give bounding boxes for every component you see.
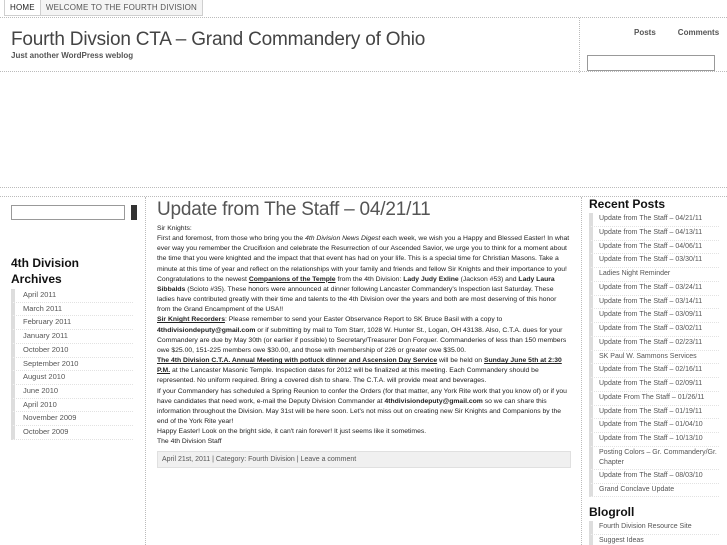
recent-post-link[interactable]: Update from The Staff – 04/06/11 — [589, 241, 719, 255]
header-band — [0, 187, 727, 197]
main-content — [157, 197, 571, 468]
category-link[interactable]: Fourth Division — [248, 456, 295, 464]
archive-link[interactable]: October 2009 — [11, 426, 133, 440]
leave-comment-link[interactable]: Leave a comment — [300, 456, 357, 464]
recent-post-link[interactable]: SK Paul W. Sammons Services — [589, 351, 719, 365]
post-body — [157, 224, 571, 447]
archive-link[interactable]: April 2010 — [11, 399, 133, 413]
email-link[interactable]: 4thdivisiondeputy@gmail.com — [384, 397, 483, 405]
archive-link[interactable]: October 2010 — [11, 344, 133, 358]
recent-post-link[interactable]: Update from The Staff – 03/24/11 — [589, 282, 719, 296]
blogroll-link[interactable]: Fourth Division Resource Site — [589, 521, 719, 535]
site-title[interactable]: Fourth Divsion CTA – Grand Commandery of Ohio — [11, 29, 426, 50]
archive-link[interactable]: February 2011 — [11, 316, 133, 330]
header-divider — [579, 18, 580, 73]
archive-link[interactable]: June 2010 — [11, 385, 133, 399]
content-divider — [581, 197, 582, 545]
post-signature: The 4th Division Staff — [157, 438, 222, 446]
recent-post-link[interactable]: Grand Conclave Update — [589, 484, 719, 498]
recent-post-link[interactable]: Update from The Staff – 02/09/11 — [589, 378, 719, 392]
post-paragraph: Sir Knight Recorders: Please remember to send your Easter Observance Report to SK Bruce Basil with a copy to 4thdivisiondeputy@gmail.com or if submitting by mail to Tom Starr, 1028 W. Hunter St., Logan, OH 43138. Also, C.T.A. dues for your Commandery are due by May 30th (or earlier if possible) to Secretary/Treasurer Don Forquer. Commanderies of less than 150 members owe $25.00, 151-225 members owe $30.00, and those with membership of 226 or greater owe $35.00. — [157, 316, 567, 354]
top-nav — [4, 0, 203, 16]
recent-post-link[interactable]: Update from The Staff – 04/13/11 — [589, 227, 719, 241]
blogroll-link[interactable]: Suggest Ideas — [589, 535, 719, 545]
recent-post-link[interactable]: Update from The Staff – 08/03/10 — [589, 470, 719, 484]
email-link[interactable]: 4thdivisiondeputy@gmail.com — [157, 326, 256, 334]
comments-feed-link[interactable]: Comments — [677, 28, 720, 37]
recent-post-link[interactable]: Update from The Staff – 02/23/11 — [589, 337, 719, 351]
recent-post-link[interactable]: Update from The Staff – 03/30/11 — [589, 254, 719, 268]
post-paragraph: If your Commandery has scheduled a Spring Reunion to confer the Orders (for that matter, any York Rite work that you know of) or if you have candidates that need work, e-mail the Deputy Division Commander at 4thdivisiondeputy@gmail.com so we can share this information throughout the Division. May 31st will be here soon. Let's not miss out on creating new Sir Knights and Companions by the end of the York Rite year! — [157, 387, 567, 425]
recent-post-link[interactable]: Update from The Staff – 03/14/11 — [589, 296, 719, 310]
header-search-input[interactable] — [587, 55, 715, 71]
archive-link[interactable]: January 2011 — [11, 330, 133, 344]
feed-links — [634, 28, 719, 37]
recent-post-link[interactable]: Update from The Staff – 03/02/11 — [589, 323, 719, 337]
blogroll-list — [589, 521, 719, 545]
archives-list — [11, 289, 133, 440]
recent-post-link[interactable]: Update from The Staff – 01/04/10 — [589, 419, 719, 433]
post-greeting: Sir Knights: — [157, 225, 192, 232]
recent-posts-list — [589, 213, 719, 497]
nav-welcome[interactable]: WELCOME TO THE FOURTH DIVISION — [41, 0, 202, 15]
blogroll-title: Blogroll — [589, 505, 635, 520]
nav-home[interactable]: HOME — [5, 0, 41, 15]
post-title[interactable]: Update from The Staff – 04/21/11 — [157, 199, 431, 220]
recent-post-link[interactable]: Update from The Staff – 10/13/10 — [589, 433, 719, 447]
post-meta: April 21st, 2011 | Category: Fourth Division | Leave a comment — [157, 451, 571, 468]
recent-post-link[interactable]: Update from The Staff – 03/09/11 — [589, 309, 719, 323]
sidebar-search-input[interactable] — [11, 205, 125, 220]
post-paragraph: First and foremost, from those who bring you the 4th Division News Digest each week, we wish you a Happy and Blessed Easter! In what ever way you remember the Crucifixion and celebrate the Resurrection of our Ascended Savior, we urge you to think for a moment about the time that you were knighted and the impact that that event has had on your life. This is a special time for Christian Masons. Take a minute at this time of year and reflect on the relationships with your family and friends and fellow Sir Knights and their importance to you! — [157, 235, 570, 273]
site-header — [0, 17, 727, 72]
recent-posts-title: Recent Posts — [589, 197, 666, 211]
post-paragraph: The 4th Division C.T.A. Annual Meeting with potluck dinner and Ascension Day Service will be held on Sunday June 5th at 2:30 P.M. at the Lancaster Masonic Temple. Inspection dates for 2012 will be finalized at this meeting. Each Commandery should be represented. No uniform required. Bring a covered dish to share. The C.T.A. will provide meat and beverages. — [157, 357, 562, 385]
recent-post-link[interactable]: Update From The Staff – 01/26/11 — [589, 392, 719, 406]
post-paragraph: Happy Easter! Look on the bright side, it can't rain forever! It just seems like it sometimes. — [157, 428, 427, 436]
search-button[interactable] — [131, 205, 137, 220]
companions-link[interactable]: Companions of the Temple — [248, 275, 336, 283]
post-date: April 21st, 2011 — [162, 456, 211, 464]
post-paragraph: Congratulations to the newest Companions of the Temple from the 4th Division: Lady Judy Exline (Jackson #53) and Lady Laura Sibbalds (Scioto #35). These honors were announced at dinner following Lancaster Commandery's Inspection last Saturday. These ladies have contributed greatly with their time and talents to the 4th Division over the years and both are most deserving of this honor from the Grand Encampment of the USA!! — [157, 275, 557, 314]
recent-post-link[interactable]: Update from The Staff – 01/19/11 — [589, 406, 719, 420]
archive-link[interactable]: March 2011 — [11, 303, 133, 317]
right-sidebar — [589, 197, 719, 545]
archives-title: 4th Division Archives — [11, 256, 80, 286]
archive-link[interactable]: November 2009 — [11, 412, 133, 426]
archive-link[interactable]: September 2010 — [11, 358, 133, 372]
recent-post-link[interactable]: Ladies Night Reminder — [589, 268, 719, 282]
archive-link[interactable]: April 2011 — [11, 289, 133, 303]
archive-link[interactable]: August 2010 — [11, 371, 133, 385]
left-sidebar — [0, 197, 146, 545]
recent-post-link[interactable]: Update from The Staff – 04/21/11 — [589, 213, 719, 227]
site-description: Just another WordPress weblog — [11, 51, 134, 60]
posts-feed-link[interactable]: Posts — [634, 28, 656, 37]
recent-post-link[interactable]: Posting Colors – Gr. Commandery/Gr. Chapter — [589, 447, 719, 470]
recent-post-link[interactable]: Update from The Staff – 02/16/11 — [589, 364, 719, 378]
